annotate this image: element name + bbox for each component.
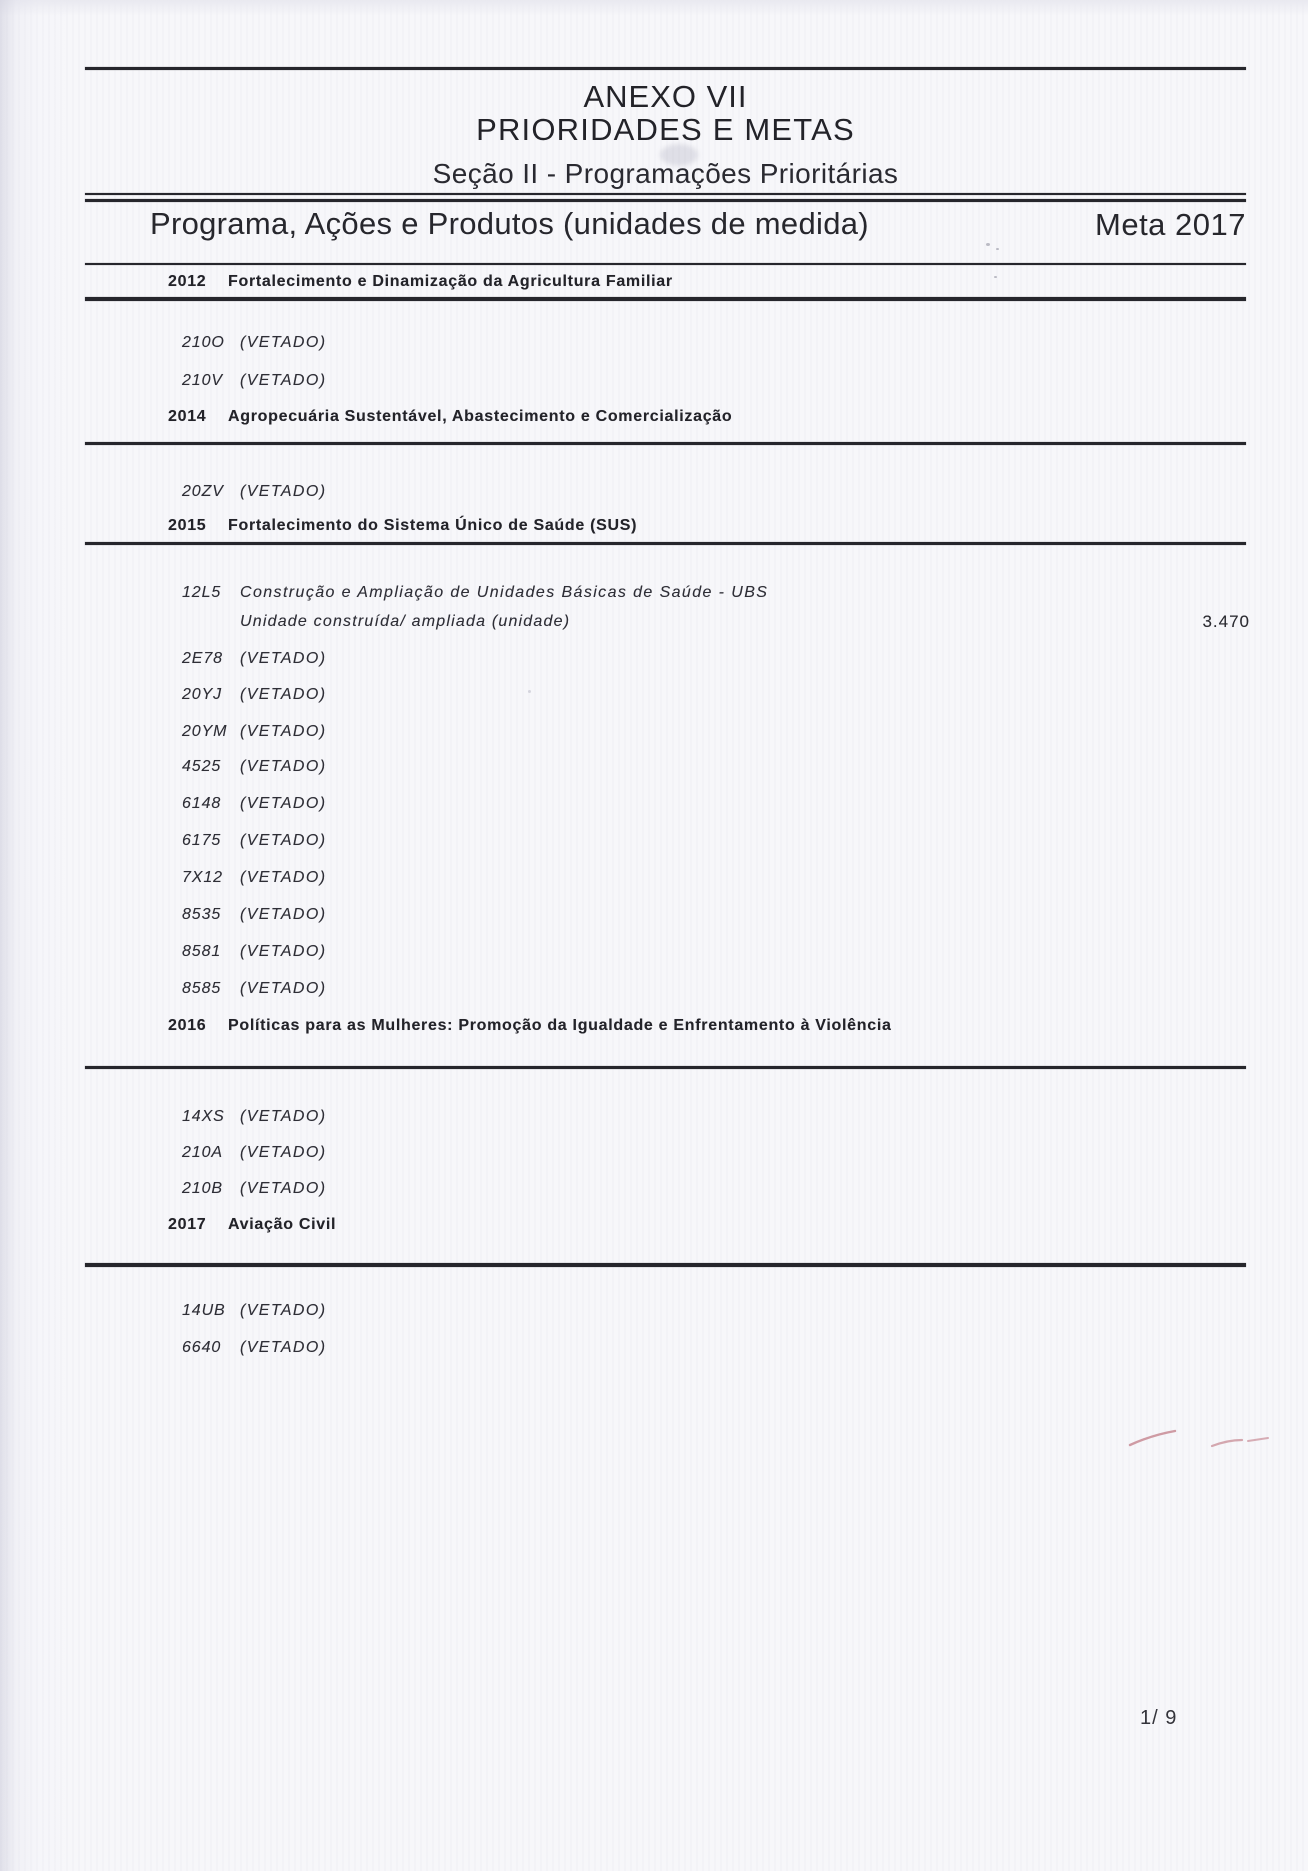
action-code: 14XS [182,1108,225,1125]
action-code: 210V [182,372,223,389]
action-row [182,942,326,962]
horizontal-rule-below-program-2012 [85,297,1246,301]
action-code: 4525 [182,758,222,775]
column-header-programs: Programa, Ações e Produtos (unidades de medida) [150,206,869,241]
action-row [182,583,768,603]
action-label: (VETADO) [240,334,327,351]
action-code: 12L5 [182,584,222,601]
action-label: (VETADO) [240,1108,327,1125]
action-code: 6640 [182,1339,222,1356]
action-row [182,868,326,888]
program-row [168,1016,892,1036]
action-row [182,1179,326,1199]
action-code: 20ZV [182,483,224,500]
action-row [182,831,326,851]
action-code: 20YJ [182,686,223,703]
double-rule-upper [85,193,1246,195]
scan-smudge [660,144,698,166]
program-code: 2012 [168,273,207,290]
horizontal-rule-below-header [85,263,1246,265]
horizontal-rule-below-program-2015 [85,542,1246,545]
action-label: (VETADO) [240,1302,327,1319]
action-label: (VETADO) [240,483,327,500]
action-code: 2E78 [182,650,223,667]
action-row [182,905,326,925]
action-code: 210O [182,334,225,351]
scan-speck [996,248,999,250]
horizontal-rule-top [85,67,1246,70]
action-code: 6175 [182,832,222,849]
action-row [182,1301,326,1321]
scan-speck [994,276,997,278]
annex-subtitle: PRIORIDADES E METAS [476,112,855,147]
scan-speck [986,243,990,246]
action-label: (VETADO) [240,795,327,812]
action-code: 8535 [182,906,222,923]
product-label: Unidade construída/ ampliada (unidade) [240,613,571,630]
program-code: 2017 [168,1216,207,1233]
action-row [182,371,326,391]
action-code: 6148 [182,795,222,812]
action-label: (VETADO) [240,723,327,740]
program-code: 2016 [168,1017,207,1034]
action-label: (VETADO) [240,980,327,997]
program-code: 2014 [168,408,207,425]
horizontal-rule-below-program-2017 [85,1263,1246,1267]
action-row [182,333,326,353]
annex-title: ANEXO VII [583,79,748,114]
action-row [182,757,326,777]
pencil-mark [1110,1416,1280,1456]
program-label: Fortalecimento do Sistema Único de Saúde (SUS) [228,517,638,534]
program-row [168,516,637,536]
horizontal-rule-below-program-2014 [85,442,1246,445]
action-label: (VETADO) [240,686,327,703]
action-row [182,1338,326,1358]
double-rule-lower [85,199,1246,202]
action-code: 210A [182,1144,223,1161]
action-row [182,979,326,999]
action-label: Construção e Ampliação de Unidades Básicas de Saúde - UBS [240,584,769,601]
action-code: 8581 [182,943,222,960]
action-label: (VETADO) [240,650,327,667]
action-label: (VETADO) [240,372,327,389]
horizontal-rule-below-program-2016 [85,1066,1246,1069]
action-code: 7X12 [182,869,223,886]
program-row [168,1215,336,1235]
action-label: (VETADO) [240,869,327,886]
program-code: 2015 [168,517,207,534]
meta-value: 3.470 [1202,612,1250,631]
scan-speck [528,690,531,693]
page-number: 1/ 9 [1140,1707,1178,1729]
program-label: Fortalecimento e Dinamização da Agricultura Familiar [228,273,673,290]
action-row [182,1143,326,1163]
action-row [182,649,326,669]
action-row [182,722,326,742]
action-row [182,794,326,814]
action-code: 20YM [182,723,228,740]
action-label: (VETADO) [240,758,327,775]
section-title: Seção II - Programações Prioritárias [432,158,899,189]
action-row [182,685,326,705]
action-row [182,1107,326,1127]
action-code: 8585 [182,980,222,997]
action-row [182,482,326,502]
action-label: (VETADO) [240,1339,327,1356]
program-row [168,407,732,427]
program-label: Aviação Civil [228,1216,337,1233]
action-code: 210B [182,1180,223,1197]
program-label: Agropecuária Sustentável, Abastecimento e Comercialização [228,408,733,425]
program-label: Políticas para as Mulheres: Promoção da Igualdade e Enfrentamento à Violência [228,1017,892,1034]
action-label: (VETADO) [240,943,327,960]
product-row [240,612,570,632]
action-code: 14UB [182,1302,226,1319]
action-label: (VETADO) [240,1180,327,1197]
column-header-meta: Meta 2017 [1095,207,1246,242]
action-label: (VETADO) [240,832,327,849]
program-row [168,272,673,292]
action-label: (VETADO) [240,1144,327,1161]
action-label: (VETADO) [240,906,327,923]
